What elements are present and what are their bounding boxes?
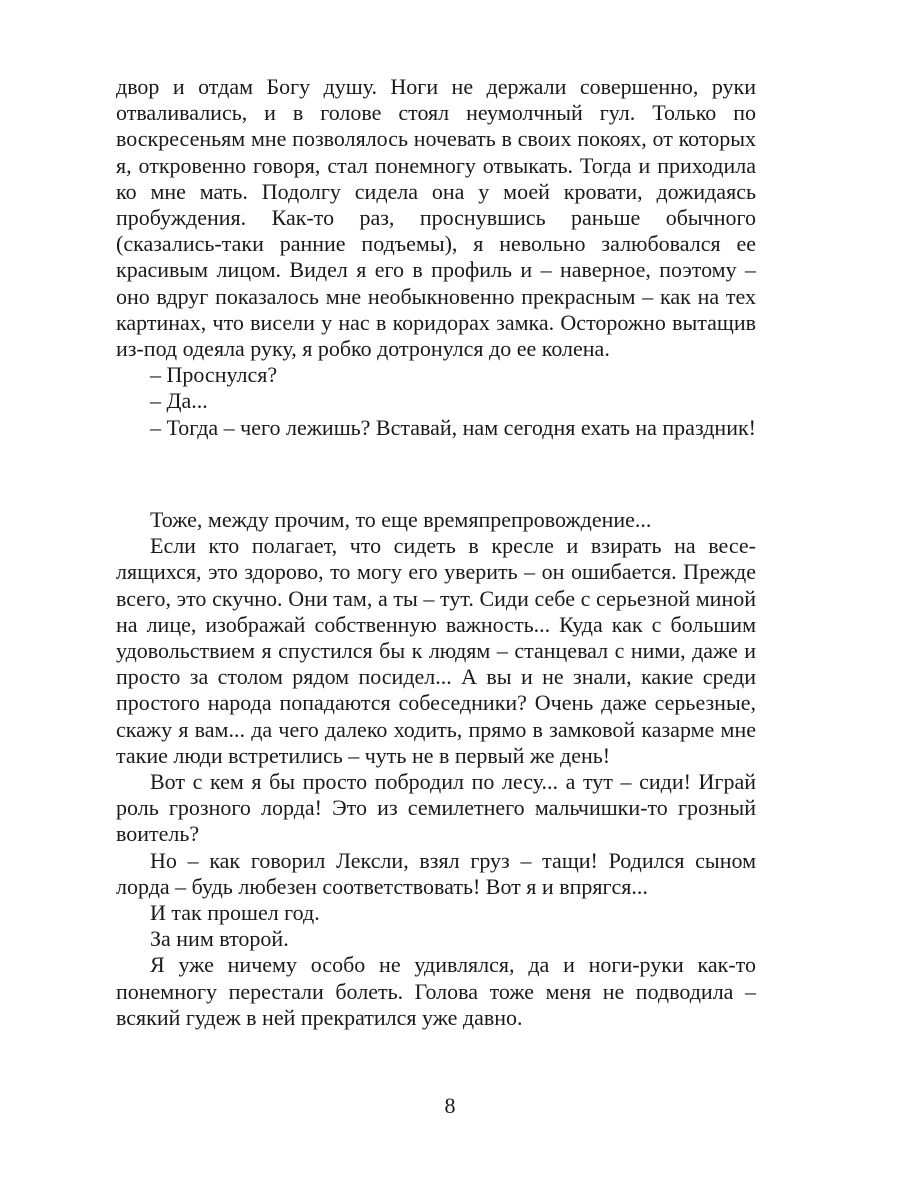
text-section-bottom (116, 507, 756, 1031)
paragraph-continued: двор и отдам Богу душу. Ноги не держали совершенно, руки отваливались, и в голове стоял неумолчный гул. Только по воскресеньям мне позволялось ночевать в своих покоях, от которых я, откровенно говоря, стал понемногу отвыкать. Тогда и приходила ко мне мать. Подолгу сидела она у моей кровати, дожидаясь пробуждения. Как-то раз, проснувшись раньше обычного (сказались-таки ранние подъемы), я невольно залюбовался ее красивым лицом. Видел я его в профиль и – наверное, поэтому – оно вдруг показалось мне необыкновенно прекрасным – как на тех картинах, что висели у нас в коридорах замка. Осторожно вытащив из-под одеяла руку, я робко дотронулся до ее колена. (116, 74, 756, 362)
paragraph: Я уже ничему особо не удивлялся, да и ноги-руки как-то понемногу перестали болеть. Голова тоже меня не подводила – всякий гудеж в ней прекратился уже давно. (116, 952, 756, 1030)
paragraph: Вот с кем я бы просто побродил по лесу... а тут – сиди! Играй роль грозного лорда! Это из семилетнего мальчишки-то грозный воитель? (116, 769, 756, 847)
paragraph: Но – как говорил Лексли, взял груз – тащи! Родился сыном лорда – будь любезен соответствовать! Вот я и впрягся... (116, 847, 756, 899)
text-section-top (116, 74, 756, 441)
paragraph: И так прошел год. (150, 900, 320, 926)
dialogue-line: – Да... (150, 388, 208, 414)
page-number: 8 (444, 1093, 456, 1118)
paragraph: За ним второй. (150, 926, 289, 952)
dialogue-line: – Проснулся? (150, 362, 278, 388)
dialogue-line: – Тогда – чего лежишь? Вставай, нам сегодня ехать на праздник! (150, 414, 756, 440)
paragraph: Тоже, между прочим, то еще времяпрепровождение... (150, 507, 652, 532)
paragraph: Если кто полагает, что сидеть в кресле и взирать на веселящихся, это здорово, то могу его уверить – он ошибается. Прежде всего, это скучно. Они там, а ты – тут. Сиди себе с серьезной миной на лице, изображай собственную важность... Куда как с большим удовольствием я спустился бы к людям – станцевал с ними, даже и просто за столом рядом посидел... А вы и не знали, какие среди простого народа попадаются собеседники? Очень даже серьезные, скажу я вам... да чего далеко ходить, прямо в замковой казарме мне такие люди встретились – чуть не в первый же день! (116, 533, 756, 768)
